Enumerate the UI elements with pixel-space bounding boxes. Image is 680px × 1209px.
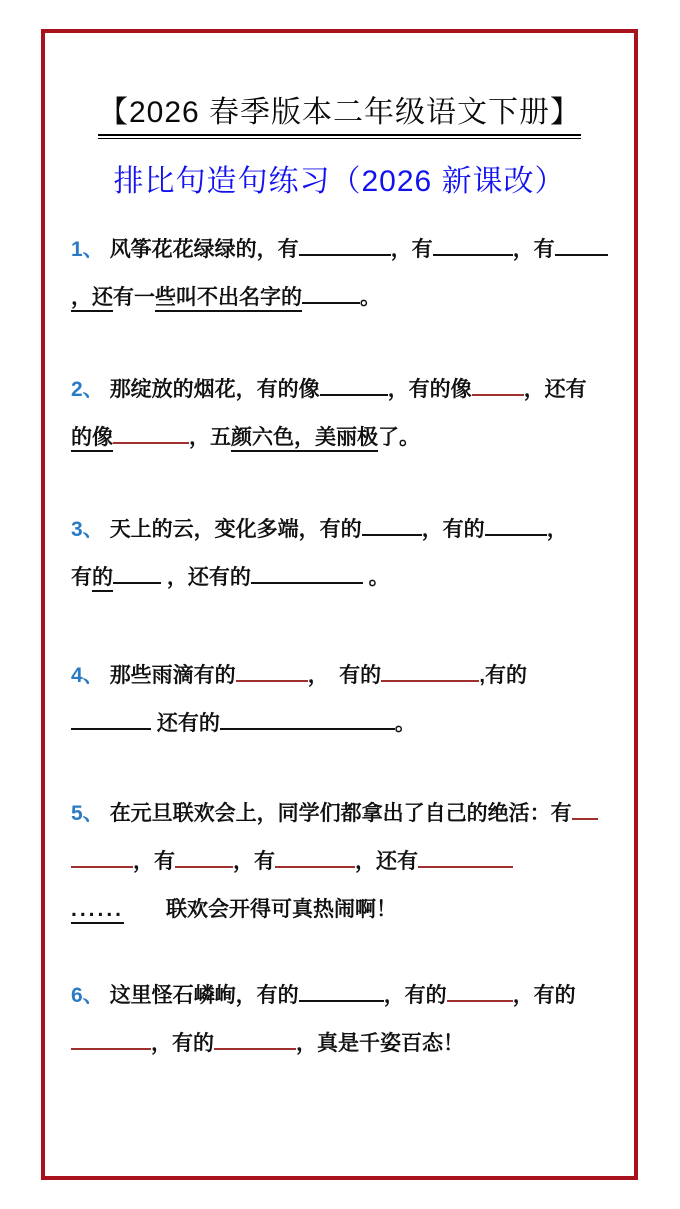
fill-blank xyxy=(113,422,189,444)
underlined-text: ，还 xyxy=(71,286,113,309)
question-number: 1、 xyxy=(71,238,104,261)
question-text: 有 xyxy=(71,566,92,589)
question-5-line-3 xyxy=(71,886,608,934)
question-text: 那些雨滴有的 xyxy=(109,664,236,687)
underlined-text: 的 xyxy=(92,566,113,589)
fill-blank xyxy=(572,798,598,820)
question-text: ,有的 xyxy=(479,664,528,687)
question-text: ，有 xyxy=(233,850,275,873)
fill-blank xyxy=(485,514,547,536)
question-1-line-1 xyxy=(71,226,608,274)
page-border-frame xyxy=(41,29,638,1180)
question-1-line-2 xyxy=(71,274,608,322)
question-text: 天上的云，变化多端，有的 xyxy=(109,518,362,541)
question-6-line-1 xyxy=(71,972,608,1020)
question-text: 。 xyxy=(394,712,416,735)
fill-blank xyxy=(302,282,360,304)
fill-blank xyxy=(275,846,355,868)
fill-blank xyxy=(71,1028,151,1050)
question-text: ，有 xyxy=(390,238,433,261)
underlined-text: ...... xyxy=(71,898,125,921)
fill-blank xyxy=(113,562,161,584)
question-6 xyxy=(71,972,608,1068)
question-4-line-1 xyxy=(71,652,608,700)
question-1 xyxy=(71,226,608,322)
question-text: ，还有 xyxy=(355,850,418,873)
fill-blank xyxy=(362,514,422,536)
fill-blank xyxy=(220,708,395,730)
question-4 xyxy=(71,652,608,748)
question-2-line-1 xyxy=(71,366,608,414)
question-text: 。 xyxy=(360,286,381,309)
fill-blank xyxy=(320,374,388,396)
question-5-line-1 xyxy=(71,790,608,838)
question-text: ，有的 xyxy=(151,1032,214,1055)
question-text: ，还有 xyxy=(523,378,587,401)
fill-blank xyxy=(175,846,233,868)
title-double-underline xyxy=(98,87,581,139)
fill-blank xyxy=(251,562,363,584)
question-number: 4、 xyxy=(71,664,104,687)
question-3 xyxy=(71,506,608,602)
question-number: 3、 xyxy=(71,518,104,541)
question-text: 风筝花花绿绿的，有 xyxy=(109,238,299,261)
fill-blank xyxy=(71,846,133,868)
fill-blank xyxy=(555,234,608,256)
fill-blank xyxy=(299,234,391,256)
question-text: 这里怪石嶙峋，有的 xyxy=(109,984,299,1007)
question-text: 了。 xyxy=(378,426,420,449)
question-5 xyxy=(71,790,608,934)
question-text: ，五 xyxy=(189,426,231,449)
fill-blank xyxy=(472,374,524,396)
question-text: ， 有的 xyxy=(307,664,382,687)
fill-blank xyxy=(381,660,479,682)
question-number: 5、 xyxy=(71,802,104,825)
question-text: ，有的像 xyxy=(387,378,472,401)
fill-blank xyxy=(299,980,384,1002)
fill-blank xyxy=(418,846,513,868)
underlined-text: 些叫不出名字的 xyxy=(155,286,302,309)
question-text: ， xyxy=(546,518,568,541)
question-number: 6、 xyxy=(71,984,104,1007)
question-number: 2、 xyxy=(71,378,104,401)
question-2-line-2 xyxy=(71,414,608,462)
question-3-line-2 xyxy=(71,554,608,602)
question-text: 联欢会开得可真热闹啊！ xyxy=(124,898,398,921)
question-4-line-2 xyxy=(71,700,608,748)
fill-blank xyxy=(214,1028,296,1050)
question-text: ，有的 xyxy=(512,984,576,1007)
fill-blank xyxy=(71,708,151,730)
page-title: 【2026 春季版本二年级语文下册】 xyxy=(98,87,581,136)
question-text: 那绽放的烟花，有的像 xyxy=(109,378,320,401)
question-text: 在元旦联欢会上，同学们都拿出了自己的绝活：有 xyxy=(109,802,572,825)
underlined-text: 颜六色，美丽极 xyxy=(231,426,378,449)
question-text: ，有的 xyxy=(421,518,485,541)
subtitle-row xyxy=(71,156,608,200)
question-text: ，真是千姿百态！ xyxy=(296,1032,464,1055)
page-subtitle: 排比句造句练习（2026 新课改） xyxy=(113,165,566,198)
fill-blank xyxy=(447,980,513,1002)
question-text: ，有 xyxy=(512,238,555,261)
question-text: 有一 xyxy=(113,286,155,309)
question-text: ，还有的 xyxy=(161,566,251,589)
question-text: ，有的 xyxy=(383,984,447,1007)
fill-blank xyxy=(433,234,513,256)
question-text: 还有的 xyxy=(151,712,220,735)
question-2 xyxy=(71,366,608,462)
question-6-line-2 xyxy=(71,1020,608,1068)
underlined-text: 的像 xyxy=(71,426,113,449)
question-list xyxy=(71,226,608,1068)
question-text: 。 xyxy=(362,566,390,589)
fill-blank xyxy=(236,660,308,682)
question-3-line-1 xyxy=(71,506,608,554)
question-5-line-2 xyxy=(71,838,608,886)
title-row xyxy=(71,87,608,139)
question-text: ，有 xyxy=(133,850,175,873)
